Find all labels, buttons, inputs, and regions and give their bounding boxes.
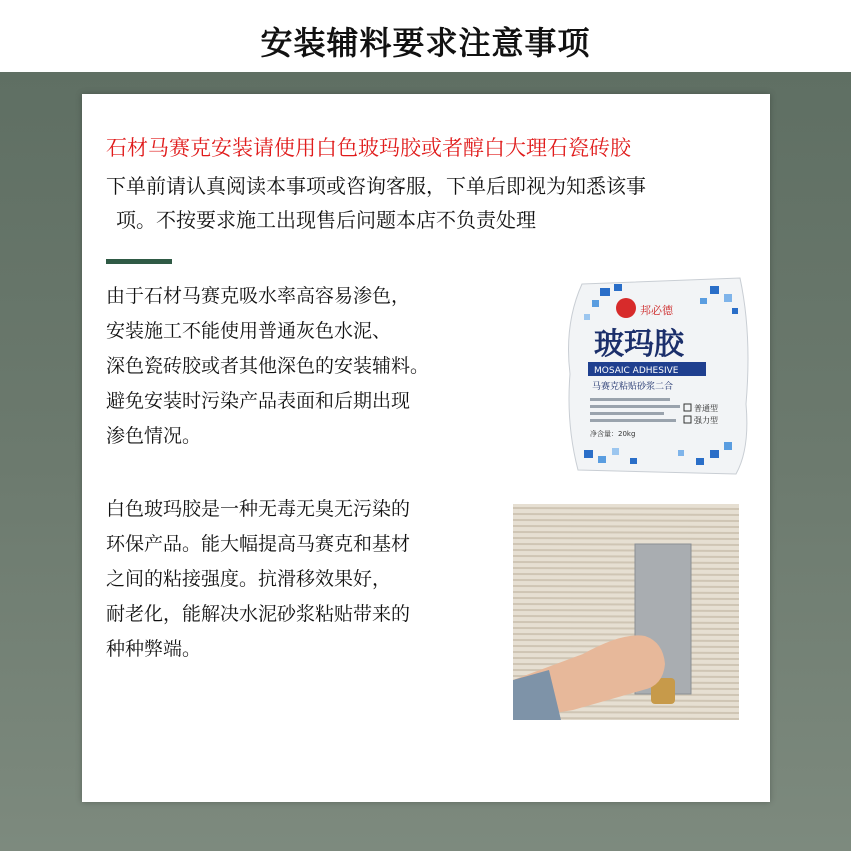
option-strong: 强力型 xyxy=(694,416,718,425)
groove-line xyxy=(513,538,739,539)
groove-line xyxy=(513,556,739,557)
product-weight: 净含量：20kg xyxy=(590,430,636,438)
groove-line xyxy=(513,592,739,593)
groove-line xyxy=(513,598,739,599)
paragraph-line: 安装施工不能使用普通灰色水泥、 xyxy=(106,320,392,342)
groove-line xyxy=(513,526,739,527)
paragraph-line: 避免安装时污染产品表面和后期出现 xyxy=(106,390,411,412)
paragraph-dark-materials xyxy=(106,279,429,454)
groove-line xyxy=(513,610,739,611)
paragraph-line: 耐老化，能解决水泥砂浆粘贴带来的 xyxy=(106,603,411,625)
paragraph-line: 环保产品。能大幅提高马赛克和基材 xyxy=(106,533,411,555)
groove-line xyxy=(513,532,739,533)
groove-line xyxy=(513,562,739,563)
section-divider xyxy=(106,259,172,264)
groove-line xyxy=(513,622,739,623)
page-title: 安装辅料要求注意事项 xyxy=(260,24,591,62)
paragraph-line: 之间的粘接强度。抗滑移效果好， xyxy=(106,568,392,590)
groove-line xyxy=(513,514,739,515)
paragraph-line: 种种弊端。 xyxy=(106,638,202,660)
groove-line xyxy=(513,550,739,551)
paragraph-white-adhesive xyxy=(106,492,410,667)
product-name-en: MOSAIC ADHESIVE xyxy=(594,366,679,376)
groove-line xyxy=(513,574,739,575)
paragraph-line: 渗色情况。 xyxy=(106,425,202,447)
product-subtitle: 马赛克粘贴砂浆二合 xyxy=(592,382,674,392)
product-name: 玻玛胶 xyxy=(594,327,684,362)
groove-line xyxy=(513,544,739,545)
groove-line xyxy=(513,634,739,635)
paragraph-line: 由于石材马赛克吸水率高容易渗色， xyxy=(106,285,411,307)
adhesive-bag-image xyxy=(560,274,765,479)
groove-line xyxy=(513,586,739,587)
notice-line-1: 下单前请认真阅读本事项或咨询客服，下单后即视为知悉该事 xyxy=(106,174,646,198)
groove-line xyxy=(513,580,739,581)
paragraph-line: 白色玻玛胶是一种无毒无臭无污染的 xyxy=(106,498,411,520)
brand-name: 邦必德 xyxy=(640,304,673,317)
notice-line-2: 项。不按要求施工出现售后问题本店不负责处理 xyxy=(116,208,536,232)
groove-line xyxy=(513,628,739,629)
groove-line xyxy=(513,508,739,509)
groove-line xyxy=(513,520,739,521)
notice-card xyxy=(82,94,770,802)
groove-line xyxy=(513,616,739,617)
groove-line xyxy=(513,604,739,605)
groove-line xyxy=(513,568,739,569)
option-standard: 普通型 xyxy=(694,404,718,413)
notice-text xyxy=(106,169,756,237)
trowel-application-photo xyxy=(513,504,739,720)
red-heading: 石材马赛克安装请使用白色玻玛胶或者醇白大理石瓷砖胶 xyxy=(106,136,631,160)
paragraph-line: 深色瓷砖胶或者其他深色的安装辅料。 xyxy=(106,355,430,377)
brand-logo-icon xyxy=(616,298,636,318)
